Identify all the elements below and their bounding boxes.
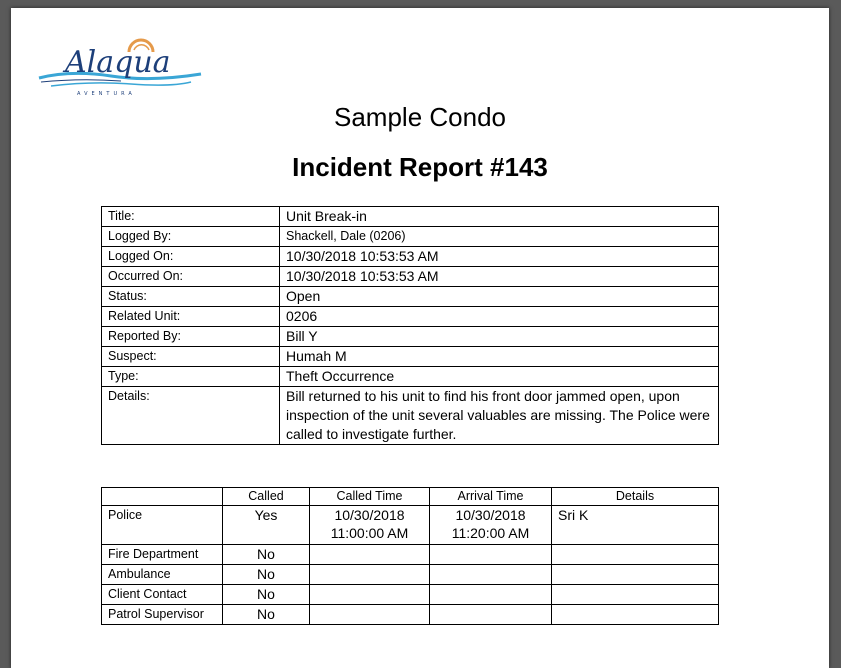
org-cell: Patrol Supervisor (102, 605, 223, 625)
info-row (102, 207, 719, 227)
info-label: Title: (102, 207, 280, 227)
called-cell: No (223, 585, 310, 605)
responders-table (101, 487, 719, 625)
details-cell: Sri K (552, 506, 719, 545)
info-value: Bill Y (280, 327, 719, 347)
incident-heading: Incident Report #143 (292, 152, 548, 182)
info-label: Suspect: (102, 347, 280, 367)
details-cell (552, 585, 719, 605)
alaqua-logo (31, 26, 206, 98)
info-row (102, 287, 719, 307)
info-row (102, 267, 719, 287)
info-row (102, 307, 719, 327)
called-cell: No (223, 545, 310, 565)
table-row (102, 565, 719, 585)
table-row (102, 506, 719, 545)
info-label: Reported By: (102, 327, 280, 347)
called-time-cell: 10/30/2018 11:00:00 AM (310, 506, 430, 545)
called-cell: No (223, 605, 310, 625)
header-called: Called (223, 488, 310, 506)
info-value: Unit Break-in (280, 207, 719, 227)
info-row (102, 227, 719, 247)
info-row (102, 247, 719, 267)
table-row (102, 585, 719, 605)
logo-brand-text: Alaqua (65, 45, 171, 80)
info-row (102, 347, 719, 367)
info-label: Status: (102, 287, 280, 307)
info-value: Humah M (280, 347, 719, 367)
document-page (11, 8, 829, 668)
details-cell (552, 605, 719, 625)
info-value: 10/30/2018 10:53:53 AM (280, 247, 719, 267)
called-time-cell (310, 565, 430, 585)
info-value: Shackell, Dale (0206) (280, 227, 719, 247)
org-cell: Fire Department (102, 545, 223, 565)
called-cell: No (223, 565, 310, 585)
arrival-time-cell (430, 545, 552, 565)
info-label: Occurred On: (102, 267, 280, 287)
info-row (102, 367, 719, 387)
header-called-time: Called Time (310, 488, 430, 506)
arrival-time-cell: 10/30/2018 11:20:00 AM (430, 506, 552, 545)
called-time-cell (310, 585, 430, 605)
info-label: Related Unit: (102, 307, 280, 327)
called-time-cell (310, 605, 430, 625)
document-title: Sample Condo (334, 102, 506, 132)
info-value: 10/30/2018 10:53:53 AM (280, 267, 719, 287)
header-org (102, 488, 223, 506)
table-row (102, 545, 719, 565)
logo-sub-text: AVENTURA (77, 91, 136, 97)
org-cell: Client Contact (102, 585, 223, 605)
table-row (102, 605, 719, 625)
info-row-details (102, 387, 719, 445)
info-value: Bill returned to his unit to find his front door jammed open, upon inspection of the unit several valuables are missing. The Police were called to investigate further. (280, 387, 719, 445)
incident-info-table (101, 206, 719, 445)
details-cell (552, 565, 719, 585)
info-value: 0206 (280, 307, 719, 327)
info-value: Open (280, 287, 719, 307)
info-value: Theft Occurrence (280, 367, 719, 387)
info-row (102, 327, 719, 347)
called-cell: Yes (223, 506, 310, 545)
details-cell (552, 545, 719, 565)
header-details: Details (552, 488, 719, 506)
responders-header-row (102, 488, 719, 506)
info-label: Logged By: (102, 227, 280, 247)
info-label: Type: (102, 367, 280, 387)
org-cell: Ambulance (102, 565, 223, 585)
info-label: Details: (102, 387, 280, 445)
arrival-time-cell (430, 605, 552, 625)
org-cell: Police (102, 506, 223, 545)
arrival-time-cell (430, 585, 552, 605)
info-label: Logged On: (102, 247, 280, 267)
header-arrival-time: Arrival Time (430, 488, 552, 506)
called-time-cell (310, 545, 430, 565)
arrival-time-cell (430, 565, 552, 585)
